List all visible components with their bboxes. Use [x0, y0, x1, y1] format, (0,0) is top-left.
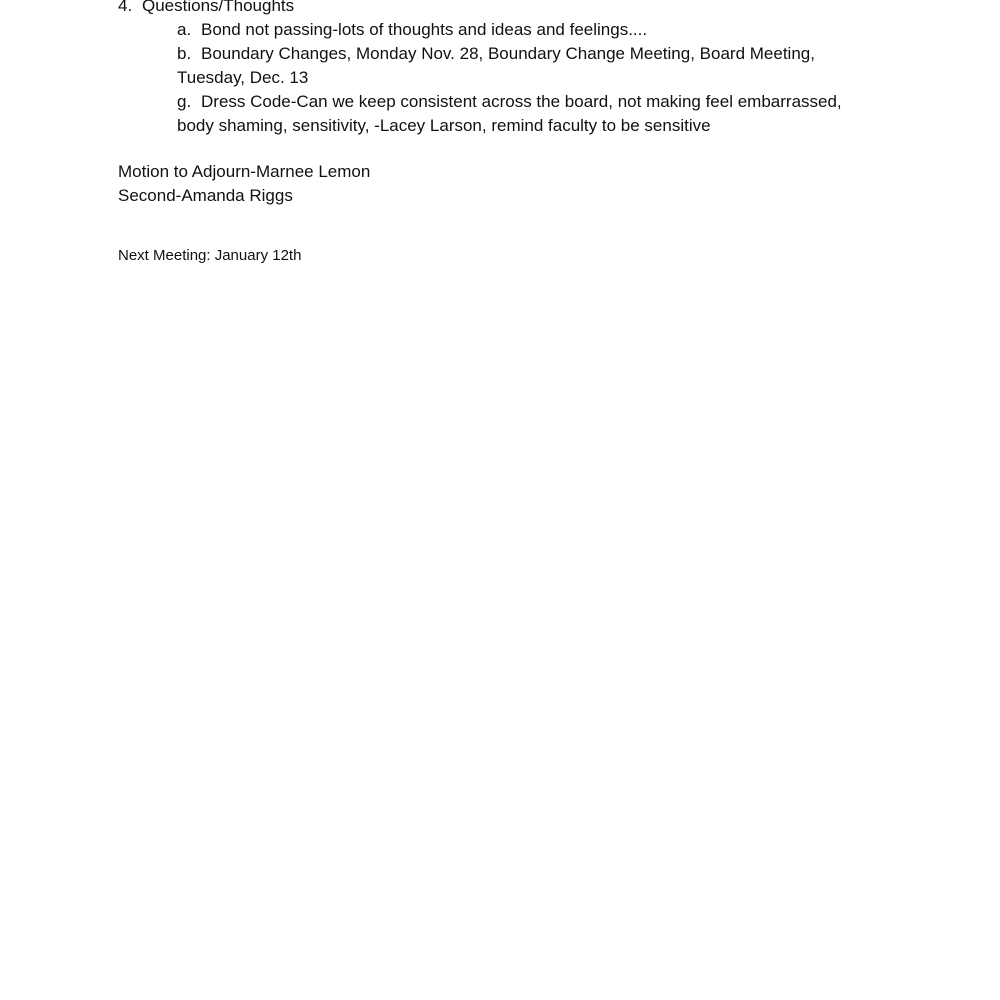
subitem-letter: a.: [177, 20, 192, 39]
subitem-a: [177, 18, 647, 42]
subitem-b: [177, 42, 815, 66]
motion-second: Second-Amanda Riggs: [118, 186, 293, 205]
agenda-item-heading: [118, 0, 294, 18]
subitem-text: Dress Code-Can we keep consistent across the board, not making feel embarrassed,: [201, 92, 842, 111]
motion-to-adjourn: Motion to Adjourn-Marnee Lemon: [118, 162, 371, 181]
next-meeting: Next Meeting: January 12th: [118, 247, 302, 264]
subitem-text: Boundary Changes, Monday Nov. 28, Boundary Change Meeting, Board Meeting,: [201, 44, 815, 63]
subitem-g-continuation: body shaming, sensitivity, -Lacey Larson, remind faculty to be sensitive: [177, 116, 711, 135]
subitem-text: Bond not passing-lots of thoughts and ideas and feelings....: [201, 20, 648, 39]
agenda-item-title: Questions/Thoughts: [142, 0, 295, 15]
subitem-g: [177, 90, 842, 114]
subitem-letter: b.: [177, 44, 192, 63]
subitem-letter: g.: [177, 92, 192, 111]
subitem-b-continuation: Tuesday, Dec. 13: [177, 68, 309, 87]
agenda-item-number: 4.: [118, 0, 133, 15]
